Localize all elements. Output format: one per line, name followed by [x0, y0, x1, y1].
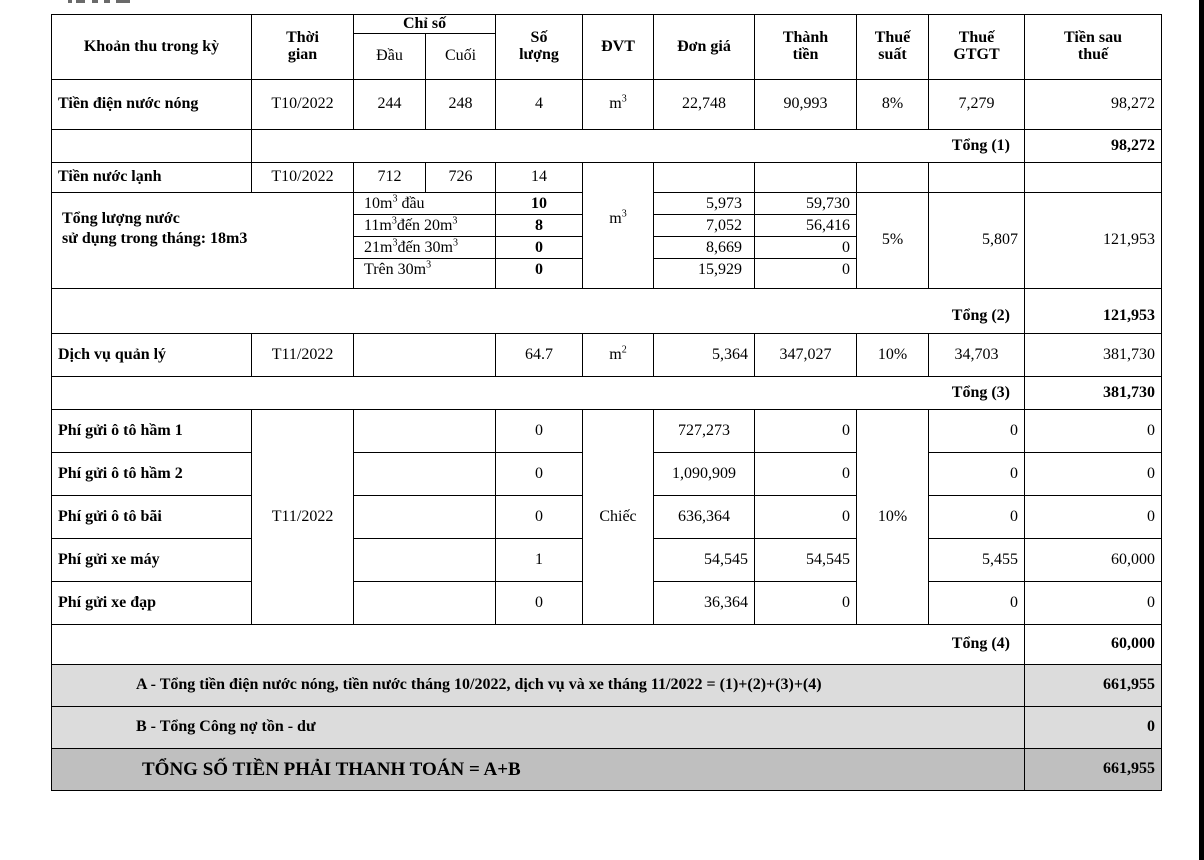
row-grand-total — [52, 749, 1162, 791]
tier-price: 8,669 — [654, 237, 754, 259]
management-unit: $m^2$ — [583, 334, 654, 377]
tier-label-4: Trên $30m^3$ — [354, 259, 495, 281]
cold-water-amount-empty — [755, 163, 857, 193]
tier-price: 15,929 — [654, 259, 754, 281]
parking-vat: 0 — [929, 582, 1025, 625]
parking-total: 60,000 — [1025, 539, 1162, 582]
tier-amount: 56,416 — [755, 215, 856, 237]
parking-label: Phí gửi xe đạp — [52, 582, 252, 625]
cold-water-qty: 14 — [496, 163, 583, 193]
sum-3-value: 381,730 — [1025, 377, 1162, 410]
cold-water-label: Tiền nước lạnh — [52, 163, 252, 193]
cold-water-start: 712 — [354, 163, 426, 193]
cold-water-end: 726 — [426, 163, 496, 193]
parking-amount: 0 — [755, 582, 857, 625]
tier-prices — [654, 193, 755, 289]
parking-price: 636,364 — [654, 496, 755, 539]
parking-tax-rate: 10% — [857, 410, 929, 625]
header-price: Đơn giá — [654, 15, 755, 80]
hot-water-label: Tiền điện nước nóng — [52, 80, 252, 130]
header-total: Tiền sau thuế — [1025, 15, 1162, 80]
parking-qty: 0 — [496, 496, 583, 539]
tier-qty: 0 — [496, 259, 582, 281]
parking-label: Phí gửi ô tô bãi — [52, 496, 252, 539]
tier-labels — [354, 193, 496, 289]
row-cold-water — [52, 163, 1162, 193]
parking-price: 727,273 — [654, 410, 755, 453]
management-vat: 34,703 — [929, 334, 1025, 377]
parking-amount: 0 — [755, 496, 857, 539]
parking-vat: 0 — [929, 496, 1025, 539]
hot-water-vat: 7,279 — [929, 80, 1025, 130]
parking-index-empty — [354, 582, 496, 625]
tier-label-2: $11m^3đến$ $20m^3$ — [354, 215, 495, 237]
parking-label: Phí gửi ô tô hầm 2 — [52, 453, 252, 496]
cold-water-total-empty — [1025, 163, 1162, 193]
row-management — [52, 334, 1162, 377]
tier-price: 7,052 — [654, 215, 754, 237]
invoice-table — [51, 14, 1162, 791]
cold-water-vat: 5,807 — [929, 193, 1025, 289]
usage-line-1: Tổng lượng nước — [62, 210, 180, 227]
row-summary-a — [52, 665, 1162, 707]
hot-water-tax-rate: 8% — [857, 80, 929, 130]
summary-a-value: 661,955 — [1025, 665, 1162, 707]
parking-index-empty — [354, 496, 496, 539]
tier-label-3: $21m^3đến$ $30m^3$ — [354, 237, 495, 259]
cold-water-vat-empty — [929, 163, 1025, 193]
parking-vat: 5,455 — [929, 539, 1025, 582]
summary-a-label: A - Tổng tiền điện nước nóng, tiền nước tháng 10/2022, dịch vụ và xe tháng 11/2022 = (1)+(2)+(3)+(4) — [52, 665, 1025, 707]
grand-total-value: 661,955 — [1025, 749, 1162, 791]
parking-total: 0 — [1025, 582, 1162, 625]
header-index: Chỉ số — [354, 15, 496, 34]
grand-total-label: TỔNG SỐ TIỀN PHẢI THANH TOÁN = A+B — [52, 749, 1025, 791]
header-amount: Thành tiền — [755, 15, 857, 80]
tier-price: 5,973 — [706, 194, 742, 212]
cold-water-rate-empty — [857, 163, 929, 193]
header-unit: ĐVT — [583, 15, 654, 80]
cold-water-tax-rate: 5% — [857, 193, 929, 289]
row-hot-water — [52, 80, 1162, 130]
sum-1-value: 98,272 — [1025, 130, 1162, 163]
parking-total: 0 — [1025, 410, 1162, 453]
cold-water-unit: $m^3$ — [583, 163, 654, 289]
parking-total: 0 — [1025, 453, 1162, 496]
management-qty: 64.7 — [496, 334, 583, 377]
header-index-end: Cuối — [426, 34, 496, 80]
cold-water-price-empty — [654, 163, 755, 193]
parking-vat: 0 — [929, 453, 1025, 496]
parking-amount: 0 — [755, 453, 857, 496]
hot-water-time: T10/2022 — [252, 80, 354, 130]
parking-unit: Chiếc — [583, 410, 654, 625]
parking-index-empty — [354, 410, 496, 453]
tier-amount: 59,730 — [806, 194, 850, 212]
parking-total: 0 — [1025, 496, 1162, 539]
row-sum-3 — [52, 377, 1162, 410]
usage-summary — [52, 193, 354, 289]
sum-2-label: Tổng (2) — [52, 289, 1025, 334]
tier-qty: 8 — [496, 215, 582, 237]
management-tax-rate: 10% — [857, 334, 929, 377]
usage-line-2: sử dụng trong tháng: 18m3 — [62, 230, 248, 247]
management-time: T11/2022 — [252, 334, 354, 377]
hot-water-total: 98,272 — [1025, 80, 1162, 130]
parking-label: Phí gửi xe máy — [52, 539, 252, 582]
hot-water-unit: $m^3$ — [583, 80, 654, 130]
sum-3-label: Tổng (3) — [52, 377, 1025, 410]
sum-4-label: Tổng (4) — [52, 625, 1025, 665]
management-label: Dịch vụ quản lý — [52, 334, 252, 377]
management-total: 381,730 — [1025, 334, 1162, 377]
sum-1-empty — [52, 130, 252, 163]
tier-amounts — [755, 193, 857, 289]
parking-amount: 0 — [755, 410, 857, 453]
parking-price: 36,364 — [654, 582, 755, 625]
tier-qty: 0 — [496, 237, 582, 259]
sum-1-label: Tổng (1) — [252, 130, 1025, 163]
row-sum-1 — [52, 130, 1162, 163]
parking-vat: 0 — [929, 410, 1025, 453]
cropped-text-strip — [0, 0, 1204, 4]
parking-price: 1,090,909 — [654, 453, 755, 496]
parking-qty: 0 — [496, 410, 583, 453]
window-edge-bar — [1199, 0, 1204, 860]
header-vat: Thuế GTGT — [929, 15, 1025, 80]
hot-water-end: 248 — [426, 80, 496, 130]
parking-amount: 54,545 — [755, 539, 857, 582]
summary-b-label: B - Tổng Công nợ tồn - dư — [52, 707, 1025, 749]
parking-qty: 1 — [496, 539, 583, 582]
row-summary-b — [52, 707, 1162, 749]
tier-label-1: $10m^3$ đầu — [364, 193, 425, 212]
parking-qty: 0 — [496, 582, 583, 625]
cold-water-time: T10/2022 — [252, 163, 354, 193]
parking-row — [52, 410, 1162, 453]
parking-qty: 0 — [496, 453, 583, 496]
sum-2-value: 121,953 — [1025, 289, 1162, 334]
tier-amount: 0 — [755, 259, 856, 281]
hot-water-start: 244 — [354, 80, 426, 130]
parking-label: Phí gửi ô tô hầm 1 — [52, 410, 252, 453]
parking-index-empty — [354, 539, 496, 582]
tier-qty: 10 — [531, 194, 547, 212]
header-index-start: Đầu — [354, 34, 426, 80]
tier-amount: 0 — [755, 237, 856, 259]
header-item: Khoản thu trong kỳ — [52, 15, 252, 80]
row-sum-2 — [52, 289, 1162, 334]
management-price: 5,364 — [654, 334, 755, 377]
header-time: Thời gian — [252, 15, 354, 80]
header-qty: Số lượng — [496, 15, 583, 80]
hot-water-price: 22,748 — [654, 80, 755, 130]
tier-qtys — [496, 193, 583, 289]
management-index-empty — [354, 334, 496, 377]
row-sum-4 — [52, 625, 1162, 665]
parking-index-empty — [354, 453, 496, 496]
management-amount: 347,027 — [755, 334, 857, 377]
cold-water-total: 121,953 — [1025, 193, 1162, 289]
sum-4-value: 60,000 — [1025, 625, 1162, 665]
hot-water-amount: 90,993 — [755, 80, 857, 130]
hot-water-qty: 4 — [496, 80, 583, 130]
summary-b-value: 0 — [1025, 707, 1162, 749]
header-tax-rate: Thuế suất — [857, 15, 929, 80]
parking-time: T11/2022 — [252, 410, 354, 625]
parking-price: 54,545 — [654, 539, 755, 582]
header-row-1 — [52, 15, 1162, 34]
